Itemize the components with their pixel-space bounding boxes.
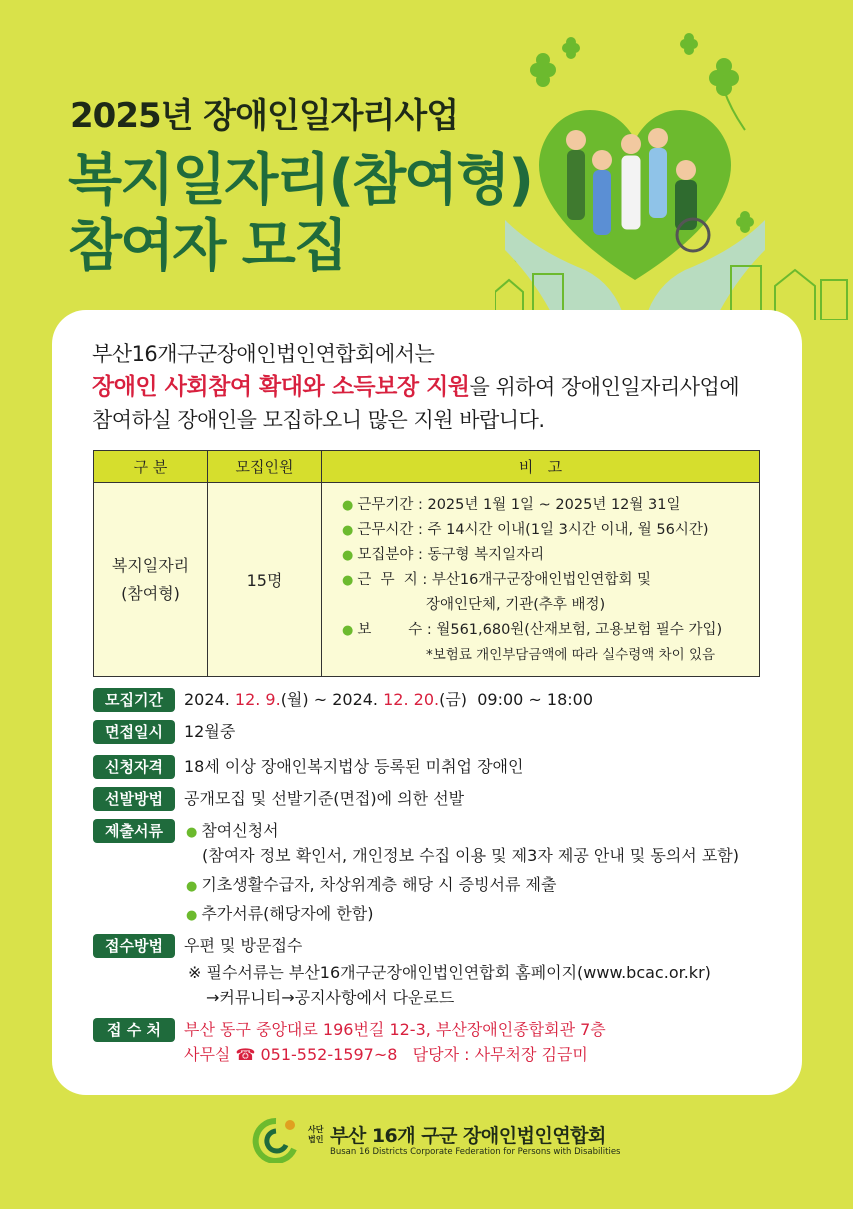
table-cell-category	[94, 483, 208, 677]
method-note-1: ※ 필수서류는 부산16개구군장애인법인연합회 홈페이지(www.bcac.or.kr)	[188, 963, 711, 982]
note-item: ● 근무시간 : 주 14시간 이내(1일 3시간 이내, 월 56시간)	[342, 522, 709, 538]
document-item-1-sub: (참여자 정보 확인서, 개인정보 수집 이용 및 제3자 제공 안내 및 동의서 포함)	[202, 846, 740, 865]
intro-line-1: 부산16개구군장애인법인연합회에서는	[92, 342, 435, 366]
table-cell-count: 15명	[208, 483, 322, 677]
value-method: 우편 및 방문접수	[184, 936, 303, 955]
intro-line-2-rest: 을 위하여 장애인일자리사업에	[469, 375, 740, 399]
main-title	[68, 148, 532, 280]
table-header-count: 모집인원	[208, 451, 322, 483]
intro-text	[92, 338, 739, 437]
label-selection: 선발방법	[93, 787, 175, 811]
document-item-3: ● 추가서류(해당자에 한함)	[186, 904, 374, 923]
title-line-2: 참여자 모집	[68, 214, 346, 279]
value-period: 2024. 12. 9.(월) ~ 2024. 12. 20.(금) 09:00 ~ 18:00	[184, 690, 594, 709]
label-documents: 제출서류	[93, 819, 175, 843]
table-header-notes: 비 고	[322, 451, 760, 483]
table-header-category: 구 분	[94, 451, 208, 483]
label-qualification: 신청자격	[93, 755, 175, 779]
year-title: 2025년 장애인일자리사업	[70, 96, 459, 136]
label-period: 모집기간	[93, 688, 175, 712]
hands-heart-illustration	[495, 30, 853, 320]
note-insurance: *보험료 개인부담금액에 따라 실수령액 차이 있음	[426, 647, 716, 663]
value-place-line-2: 사무실 ☎ 051-552-1597~8 담당자 : 사무처장 김금미	[184, 1045, 588, 1064]
label-place: 접 수 처	[93, 1018, 175, 1042]
footer-corp-type: 사단 법인	[308, 1125, 324, 1144]
footer-organization	[250, 1115, 630, 1165]
footer-org-english: Busan 16 Districts Corporate Federation for Persons with Disabilities	[330, 1147, 621, 1157]
value-place-line-1: 부산 동구 중앙대로 196번길 12-3, 부산장애인종합회관 7층	[184, 1020, 606, 1039]
note-item: ● 근 무 지 : 부산16개구군장애인법인연합회 및	[342, 572, 652, 588]
note-item: ● 모집분야 : 동구형 복지일자리	[342, 547, 545, 563]
document-item-1: ● 참여신청서	[186, 821, 279, 840]
info-table	[93, 450, 760, 677]
method-note-2: →커뮤니티→공지사항에서 다운로드	[206, 988, 455, 1007]
label-method: 접수방법	[93, 934, 175, 958]
category-line-1: 복지일자리	[111, 555, 190, 575]
value-selection: 공개모집 및 선발기준(면접)에 의한 선발	[184, 789, 465, 808]
intro-highlight: 장애인 사회참여 확대와 소득보장 지원	[92, 374, 470, 400]
note-item: ● 보 수 : 월561,680원(산재보험, 고용보험 필수 가입)	[342, 622, 723, 638]
title-line-1: 복지일자리(참여형)	[68, 148, 532, 213]
value-qualification: 18세 이상 장애인복지법상 등록된 미취업 장애인	[184, 757, 524, 776]
value-interview: 12월중	[184, 722, 236, 741]
organization-logo-icon	[250, 1115, 302, 1163]
note-item-cont: 장애인단체, 기관(추후 배정)	[426, 597, 606, 613]
note-item: ● 근무기간 : 2025년 1월 1일 ~ 2025년 12월 31일	[342, 497, 681, 513]
category-line-2: (참여형)	[121, 583, 180, 603]
document-item-2: ● 기초생활수급자, 차상위계층 해당 시 증빙서류 제출	[186, 875, 557, 894]
table-cell-notes	[322, 483, 760, 677]
label-interview: 면접일시	[93, 720, 175, 744]
footer-org-name: 부산 16개 구군 장애인법인연합회	[330, 1125, 606, 1147]
intro-line-2	[92, 371, 739, 404]
intro-line-3: 참여하실 장애인을 모집하오니 많은 지원 바랍니다.	[92, 408, 545, 432]
